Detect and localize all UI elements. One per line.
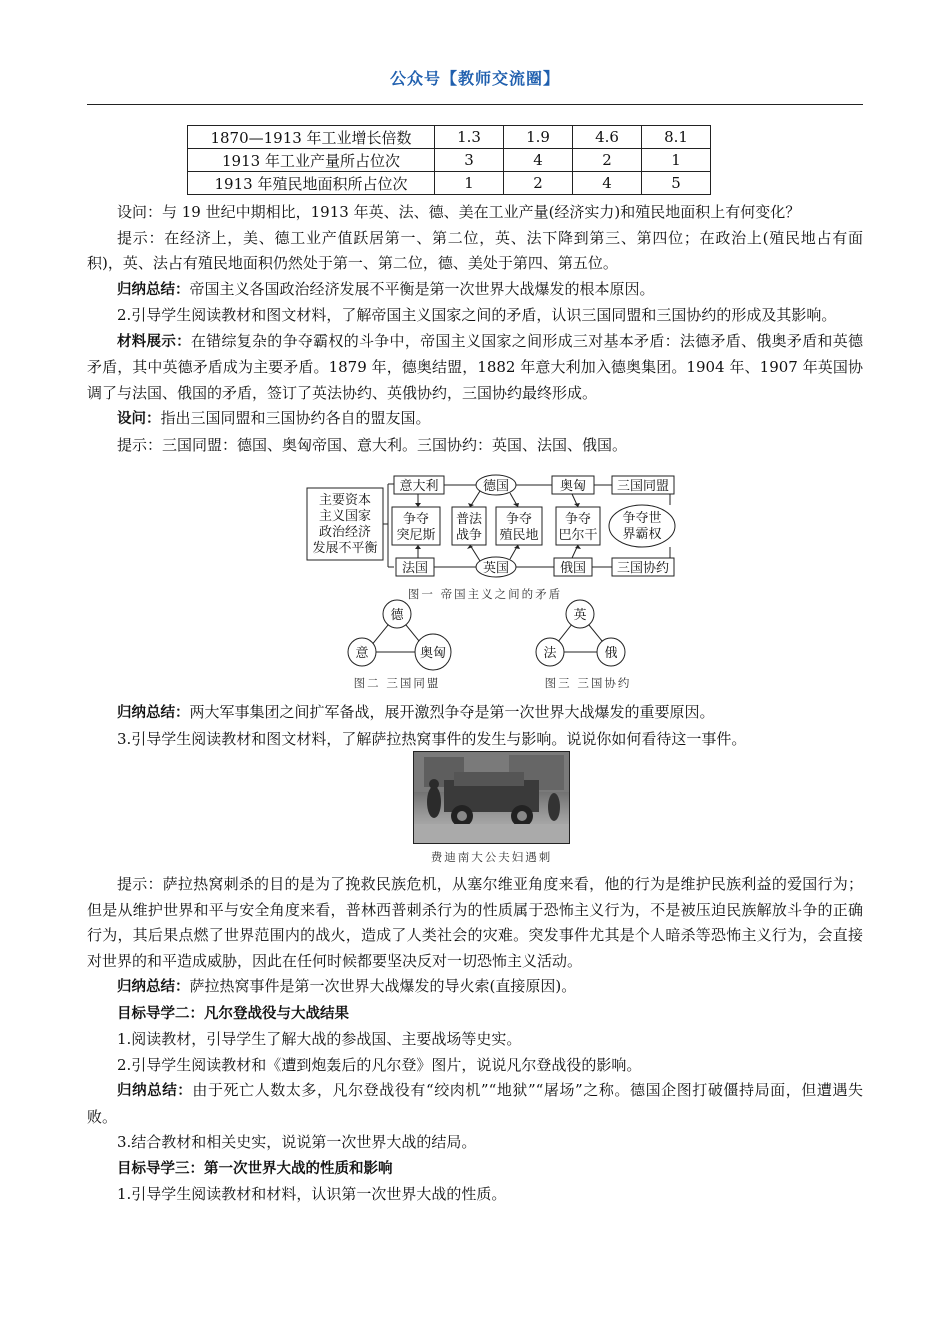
summary-paragraph: 归纳总结：两大军事集团之间扩军备战，展开激烈争夺是第一次世界大战爆发的重要原因。: [117, 703, 715, 721]
tri2-top: 英: [573, 608, 587, 623]
body-section-3: [87, 872, 863, 1208]
svg-text:争夺: 争夺: [402, 512, 430, 527]
page-header: 公众号【教师交流圈】: [389, 69, 560, 88]
photo-illustration: [414, 752, 569, 843]
summary-paragraph: 归纳总结：由于死亡人数太多，凡尔登战役有“绞肉机”“地狱”“屠场”之称。德国企图打破僵持局面，但遭遇失败。: [87, 1081, 864, 1126]
summary-paragraph: 归纳总结：萨拉热窝事件是第一次世界大战爆发的导火索(直接原因)。: [117, 977, 577, 995]
summary-paragraph: 归纳总结：帝国主义各国政治经济发展不平衡是第一次世界大战爆发的根本原因。: [117, 279, 655, 298]
tri2-right: 俄: [604, 646, 618, 661]
question-paragraph: 设问：指出三国同盟和三国协约各自的盟友国。: [117, 409, 431, 427]
svg-text:殖民地: 殖民地: [499, 528, 539, 543]
body-section-2: [87, 700, 863, 752]
step-paragraph: 3.引导学生阅读教材和图文材料，了解萨拉热窝事件的发生与影响。说说你如何看待这一事件。: [117, 729, 747, 748]
header-divider: [87, 104, 863, 105]
table-row: 1913 年殖民地面积所占位次 1 2 4 5: [188, 172, 711, 195]
svg-text:普法: 普法: [455, 512, 483, 527]
label-germany: 德国: [482, 479, 510, 494]
section-heading: 目标导学二：凡尔登战役与大战结果: [117, 1005, 349, 1022]
industry-colony-table: [187, 125, 711, 195]
label-italy: 意大利: [399, 479, 439, 494]
tri1-top: 德: [390, 608, 404, 623]
question-paragraph: 设问：与 19 世纪中期相比，1913 年英、法、德、美在工业产量(经济实力)和殖民地面积上有何变化？: [117, 203, 801, 221]
photo-caption: 费迪南大公夫妇遇刺: [430, 850, 553, 864]
hint-paragraph: 提示：萨拉热窝刺杀的目的是为了挽救民族危机，从塞尔维亚角度来看，他的行为是维护民族利益的爱国行为；但是从维护世界和平与安全角度来看，普林西普刺杀行为的性质属于恐怖主义行为，不是被压迫民族解放斗争的正确行为，其后果点燃了世界范围内的战火，造成了人类社会的灾难。突发事件尤其是个人暗杀等恐怖主义行为，会直接对世界的和平造成威胁，因此在任何时候都要坚决反对一切恐怖主义活动。: [87, 875, 863, 970]
tri2-left: 法: [543, 646, 557, 661]
label-austria: 奥匈: [559, 479, 587, 494]
assassination-photo: [413, 751, 570, 844]
step-paragraph: 2.引导学生阅读教材和《遭到炮轰后的凡尔登》图片，说说凡尔登战役的影响。: [117, 1055, 642, 1074]
left-box-line-3: 政治经济: [318, 525, 372, 540]
svg-text:战争: 战争: [455, 528, 483, 543]
label-triple-alliance: 三国同盟: [616, 479, 670, 494]
table-row: 1870—1913 年工业增长倍数 1.3 1.9 4.6 8.1: [188, 126, 711, 149]
table-row: 1913 年工业产量所占位次 3 4 2 1: [188, 149, 711, 172]
material-paragraph: 材料展示：在错综复杂的争夺霸权的斗争中，帝国主义国家之间形成三对基本矛盾：法德矛盾、俄奥矛盾和英德矛盾，其中英德矛盾成为主要矛盾。1879 年，德奥结盟，1882 年意大利加入德奥集团。1904 年、1907 年英国协调了与法国、俄国的矛盾，签订了英法协约、英俄协约，三国协约最终形成。: [87, 331, 863, 402]
left-box-line-2: 主义国家: [318, 509, 372, 524]
tri1-left: 意: [355, 646, 369, 661]
hint-paragraph: 提示：三国同盟：德国、奥匈帝国、意大利。三国协约：英国、法国、俄国。: [117, 435, 628, 454]
diagram-caption-2: 图二 三国同盟: [353, 676, 441, 690]
left-box-line-1: 主要资本: [318, 493, 372, 508]
svg-text:巴尔干: 巴尔干: [558, 528, 598, 543]
hint-paragraph: 提示：在经济上，美、德工业产值跃居第一、第二位，英、法下降到第三、第四位；在政治上(殖民地占有面积)，英、法占有殖民地面积仍然处于第一、第二位，德、美处于第四、第五位。: [87, 228, 863, 272]
conflict-diagram: [300, 474, 680, 699]
svg-text:界霸权: 界霸权: [622, 527, 662, 542]
label-russia: 俄国: [559, 561, 587, 576]
label-britain: 英国: [482, 561, 510, 576]
step-paragraph: 1.阅读教材，引导学生了解大战的参战国、主要战场等史实。: [117, 1030, 522, 1048]
section-heading: 目标导学三：第一次世界大战的性质和影响: [117, 1160, 393, 1177]
left-box-line-4: 发展不平衡: [312, 541, 378, 556]
step-paragraph: 3.结合教材和相关史实，说说第一次世界大战的结局。: [117, 1133, 477, 1151]
body-section-1: [87, 200, 863, 458]
diagram-caption-3: 图三 三国协约: [544, 676, 632, 690]
label-france: 法国: [401, 561, 429, 576]
step-paragraph: 2.引导学生阅读教材和图文材料，了解帝国主义国家之间的矛盾，认识三国同盟和三国协约的形成及其影响。: [117, 306, 837, 324]
step-paragraph: 1.引导学生阅读教材和材料，认识第一次世界大战的性质。: [117, 1185, 507, 1203]
diagram-caption-1: 图一 帝国主义之间的矛盾: [407, 587, 563, 601]
svg-text:争夺: 争夺: [564, 512, 592, 527]
label-triple-entente: 三国协约: [616, 561, 670, 576]
svg-text:突尼斯: 突尼斯: [396, 528, 436, 543]
svg-text:争夺世: 争夺世: [622, 511, 662, 526]
svg-text:争夺: 争夺: [505, 512, 533, 527]
tri1-right: 奥匈: [419, 646, 447, 661]
